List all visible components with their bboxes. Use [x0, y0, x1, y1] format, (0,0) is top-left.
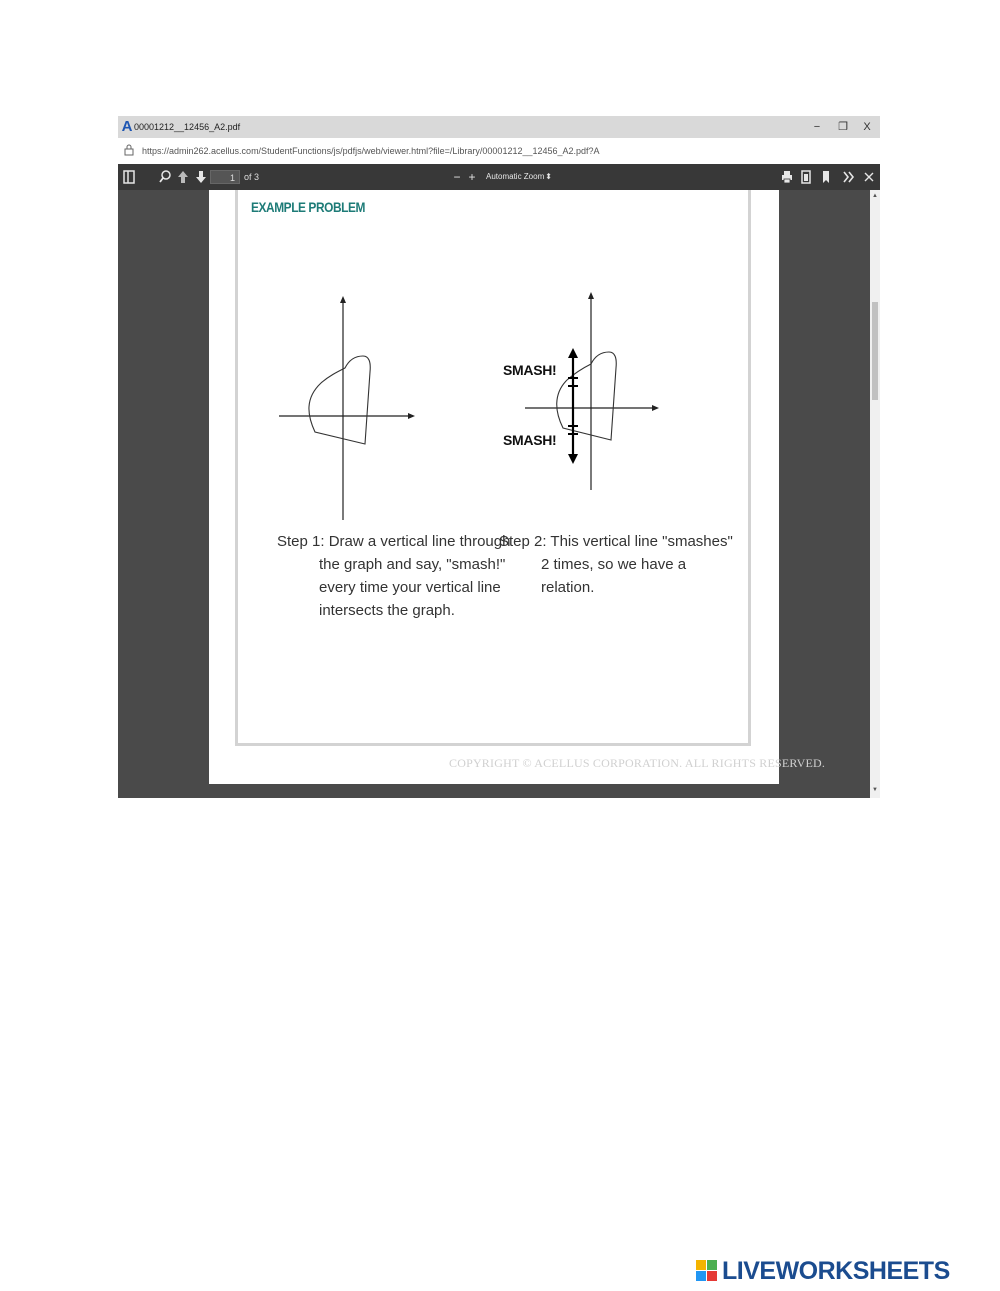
graph1-y-arrow [340, 296, 346, 303]
step2-line2: 2 times, so we have a [541, 556, 687, 573]
print-icon[interactable] [780, 169, 794, 185]
pdf-page [209, 190, 826, 784]
zoom-in-button[interactable]: + [468, 170, 476, 184]
scroll-up-arrow-icon[interactable]: ▲ [872, 193, 878, 199]
zoom-select[interactable] [482, 169, 556, 185]
bookmark-icon[interactable] [819, 169, 833, 185]
pdf-viewer-area[interactable] [118, 190, 880, 798]
zoom-select-label: Automatic Zoom [486, 172, 545, 181]
graph2-heart-curve [557, 352, 617, 440]
test-line-bottom-arrow [568, 454, 578, 464]
smash-label-top: SMASH! [503, 362, 557, 378]
scroll-down-arrow-icon[interactable]: ▼ [872, 787, 878, 793]
acellus-logo-icon: A [121, 118, 133, 135]
graph-step2 [525, 292, 659, 490]
example-heading: EXAMPLE PROBLEM [251, 199, 365, 215]
brand-text: LIVEWORKSHEETS [722, 1257, 950, 1285]
pdf-toolbar [118, 164, 880, 190]
graph1-heart-curve [309, 356, 370, 444]
restore-button[interactable]: ❐ [838, 121, 848, 133]
step1-line4: intersects the graph. [319, 602, 455, 619]
copyright-notice: COPYRIGHT © ACELLUS CORPORATION. ALL RIGHTS RESERVED. [449, 756, 826, 770]
double-chevron-icon[interactable] [842, 169, 856, 185]
sidebar-toggle-icon[interactable] [122, 169, 136, 185]
zoom-out-button[interactable]: − [453, 170, 461, 184]
lock-icon [124, 144, 134, 156]
close-window-button[interactable]: X [863, 121, 871, 133]
url-text[interactable]: https://admin262.acellus.com/StudentFunctions/js/pdfjs/web/viewer.html?file=/Library/00001212__12456_A2.pdf?A [142, 146, 600, 156]
graph2-x-arrow [652, 405, 659, 411]
search-icon[interactable] [158, 169, 172, 185]
smash-mark-top [568, 378, 578, 386]
close-icon[interactable] [862, 169, 876, 185]
step1-text [277, 530, 511, 622]
graph1-x-arrow [408, 413, 415, 419]
test-line-top-arrow [568, 348, 578, 358]
graph2-y-arrow [588, 292, 594, 299]
minimize-button[interactable]: − [813, 121, 821, 133]
step1-line1: Step 1: Draw a vertical line through [277, 533, 511, 550]
step2-line1: Step 2: This vertical line "smashes" [499, 533, 733, 550]
scroll-thumb[interactable] [872, 302, 878, 400]
relation-diagram [209, 190, 779, 784]
chevron-updown-icon: ⬍ [545, 172, 552, 181]
pdf-viewer-window [118, 116, 880, 798]
smash-label-bottom: SMASH! [503, 432, 557, 448]
address-bar[interactable] [118, 138, 880, 164]
window-titlebar [118, 116, 880, 138]
step2-line3: relation. [541, 579, 595, 596]
page-number-input[interactable]: 1 [210, 170, 240, 184]
download-icon[interactable] [799, 169, 813, 185]
vertical-scrollbar[interactable] [870, 190, 880, 798]
step1-line2: the graph and say, "smash!" [319, 556, 506, 573]
step2-text [499, 530, 733, 599]
arrow-up-icon[interactable] [176, 169, 190, 185]
step1-line3: every time your vertical line [319, 579, 501, 596]
liveworksheets-logo-icon [696, 1260, 718, 1282]
graph-step1 [279, 296, 415, 520]
arrow-down-icon[interactable] [194, 169, 208, 185]
window-title: 00001212__12456_A2.pdf [134, 122, 241, 132]
page-count: of 3 [244, 172, 260, 182]
